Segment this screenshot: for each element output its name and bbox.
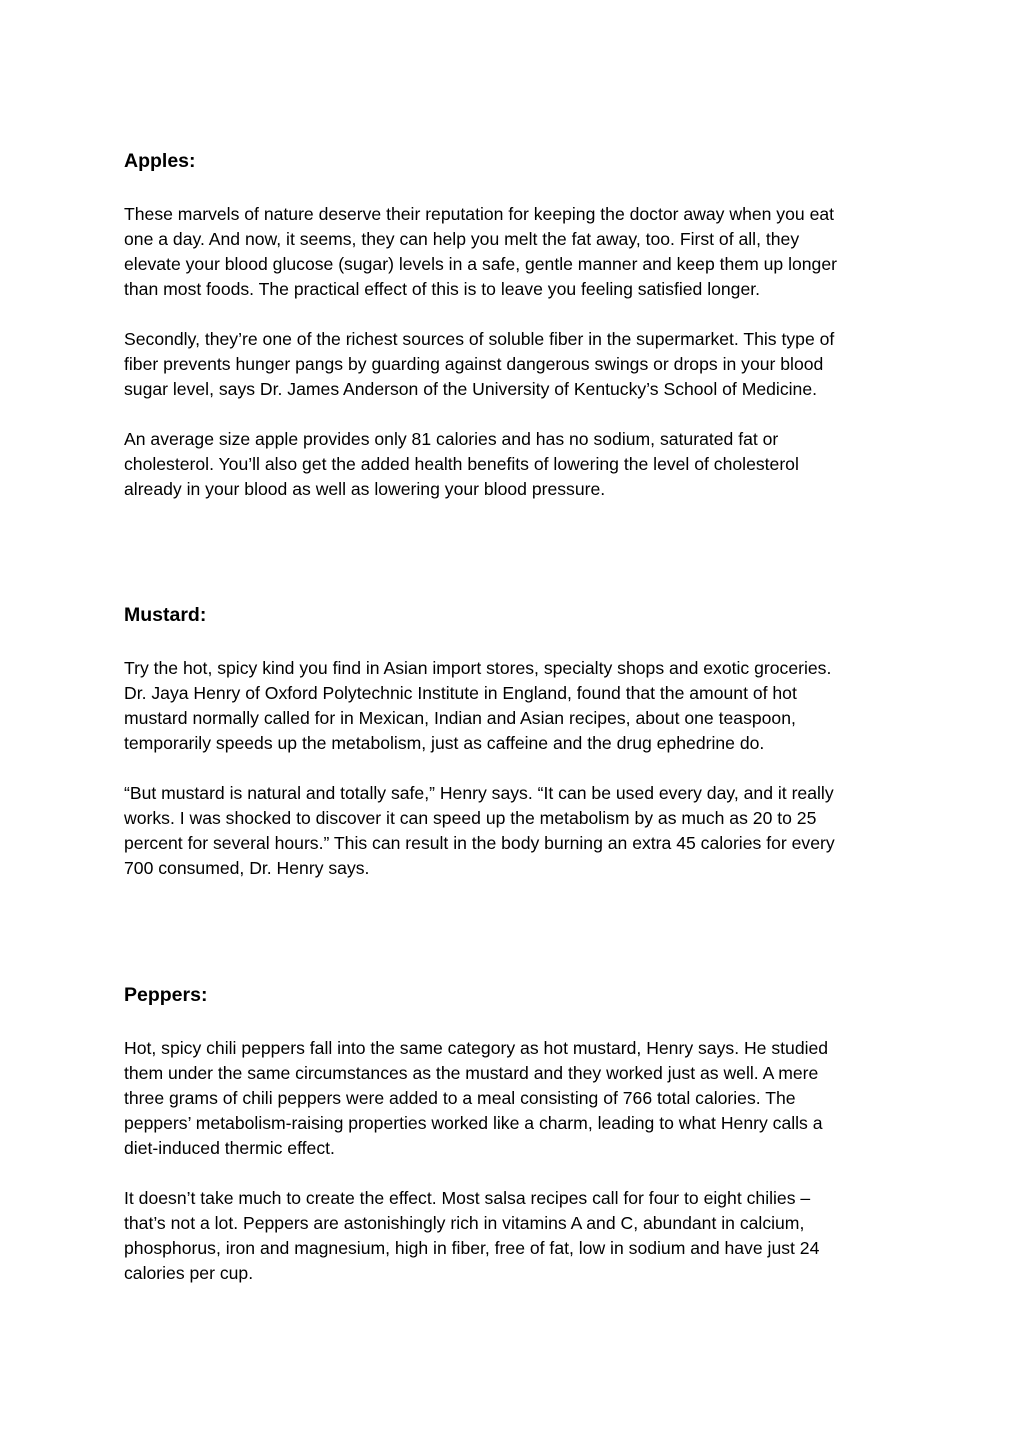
apples-paragraph-1	[124, 202, 914, 302]
text-line: already in your blood as well as lowering your blood pressure.	[124, 479, 606, 499]
section-heading-apples: Apples:	[124, 150, 196, 172]
apples-paragraph-2	[124, 327, 914, 402]
text-line: It doesn’t take much to create the effect. Most salsa recipes call for four to eight chilies –	[124, 1188, 811, 1208]
text-line: works. I was shocked to discover it can speed up the metabolism by as much as 20 to 25	[124, 808, 817, 828]
text-line: three grams of chili peppers were added to a meal consisting of 766 total calories. The	[124, 1088, 796, 1108]
text-line: fiber prevents hunger pangs by guarding against dangerous swings or drops in your blood	[124, 354, 824, 374]
text-line: than most foods. The practical effect of this is to leave you feeling satisfied longer.	[124, 279, 761, 299]
text-line: percent for several hours.” This can result in the body burning an extra 45 calories for every	[124, 833, 835, 853]
text-line: Secondly, they’re one of the richest sources of soluble fiber in the supermarket. This type of	[124, 329, 835, 349]
mustard-paragraph-1	[124, 656, 914, 756]
section-heading-mustard: Mustard:	[124, 604, 207, 626]
text-line: them under the same circumstances as the mustard and they worked just as well. A mere	[124, 1063, 819, 1083]
text-line: diet-induced thermic effect.	[124, 1138, 335, 1158]
peppers-paragraph-2	[124, 1186, 914, 1286]
text-line: phosphorus, iron and magnesium, high in fiber, free of fat, low in sodium and have just 24	[124, 1238, 820, 1258]
text-line: “But mustard is natural and totally safe,” Henry says. “It can be used every day, and it really	[124, 783, 834, 803]
text-line: Hot, spicy chili peppers fall into the same category as hot mustard, Henry says. He studied	[124, 1038, 829, 1058]
text-line: temporarily speeds up the metabolism, just as caffeine and the drug ephedrine do.	[124, 733, 765, 753]
apples-paragraph-3	[124, 427, 914, 502]
section-heading-peppers: Peppers:	[124, 984, 208, 1006]
text-line: An average size apple provides only 81 calories and has no sodium, saturated fat or	[124, 429, 779, 449]
mustard-paragraph-2	[124, 781, 914, 881]
text-line: cholesterol. You’ll also get the added health benefits of lowering the level of cholesterol	[124, 454, 799, 474]
text-line: one a day. And now, it seems, they can help you melt the fat away, too. First of all, they	[124, 229, 800, 249]
text-line: mustard normally called for in Mexican, Indian and Asian recipes, about one teaspoon,	[124, 708, 796, 728]
text-line: elevate your blood glucose (sugar) levels in a safe, gentle manner and keep them up longer	[124, 254, 837, 274]
text-line: Dr. Jaya Henry of Oxford Polytechnic Institute in England, found that the amount of hot	[124, 683, 797, 703]
text-line: 700 consumed, Dr. Henry says.	[124, 858, 370, 878]
text-line: sugar level, says Dr. James Anderson of the University of Kentucky’s School of Medicine.	[124, 379, 818, 399]
text-line: These marvels of nature deserve their reputation for keeping the doctor away when you eat	[124, 204, 835, 224]
text-line: that’s not a lot. Peppers are astonishingly rich in vitamins A and C, abundant in calcium,	[124, 1213, 805, 1233]
text-line: Try the hot, spicy kind you find in Asian import stores, specialty shops and exotic groceries.	[124, 658, 832, 678]
peppers-paragraph-1	[124, 1036, 914, 1161]
text-line: calories per cup.	[124, 1263, 254, 1283]
text-line: peppers’ metabolism-raising properties worked like a charm, leading to what Henry calls a	[124, 1113, 823, 1133]
